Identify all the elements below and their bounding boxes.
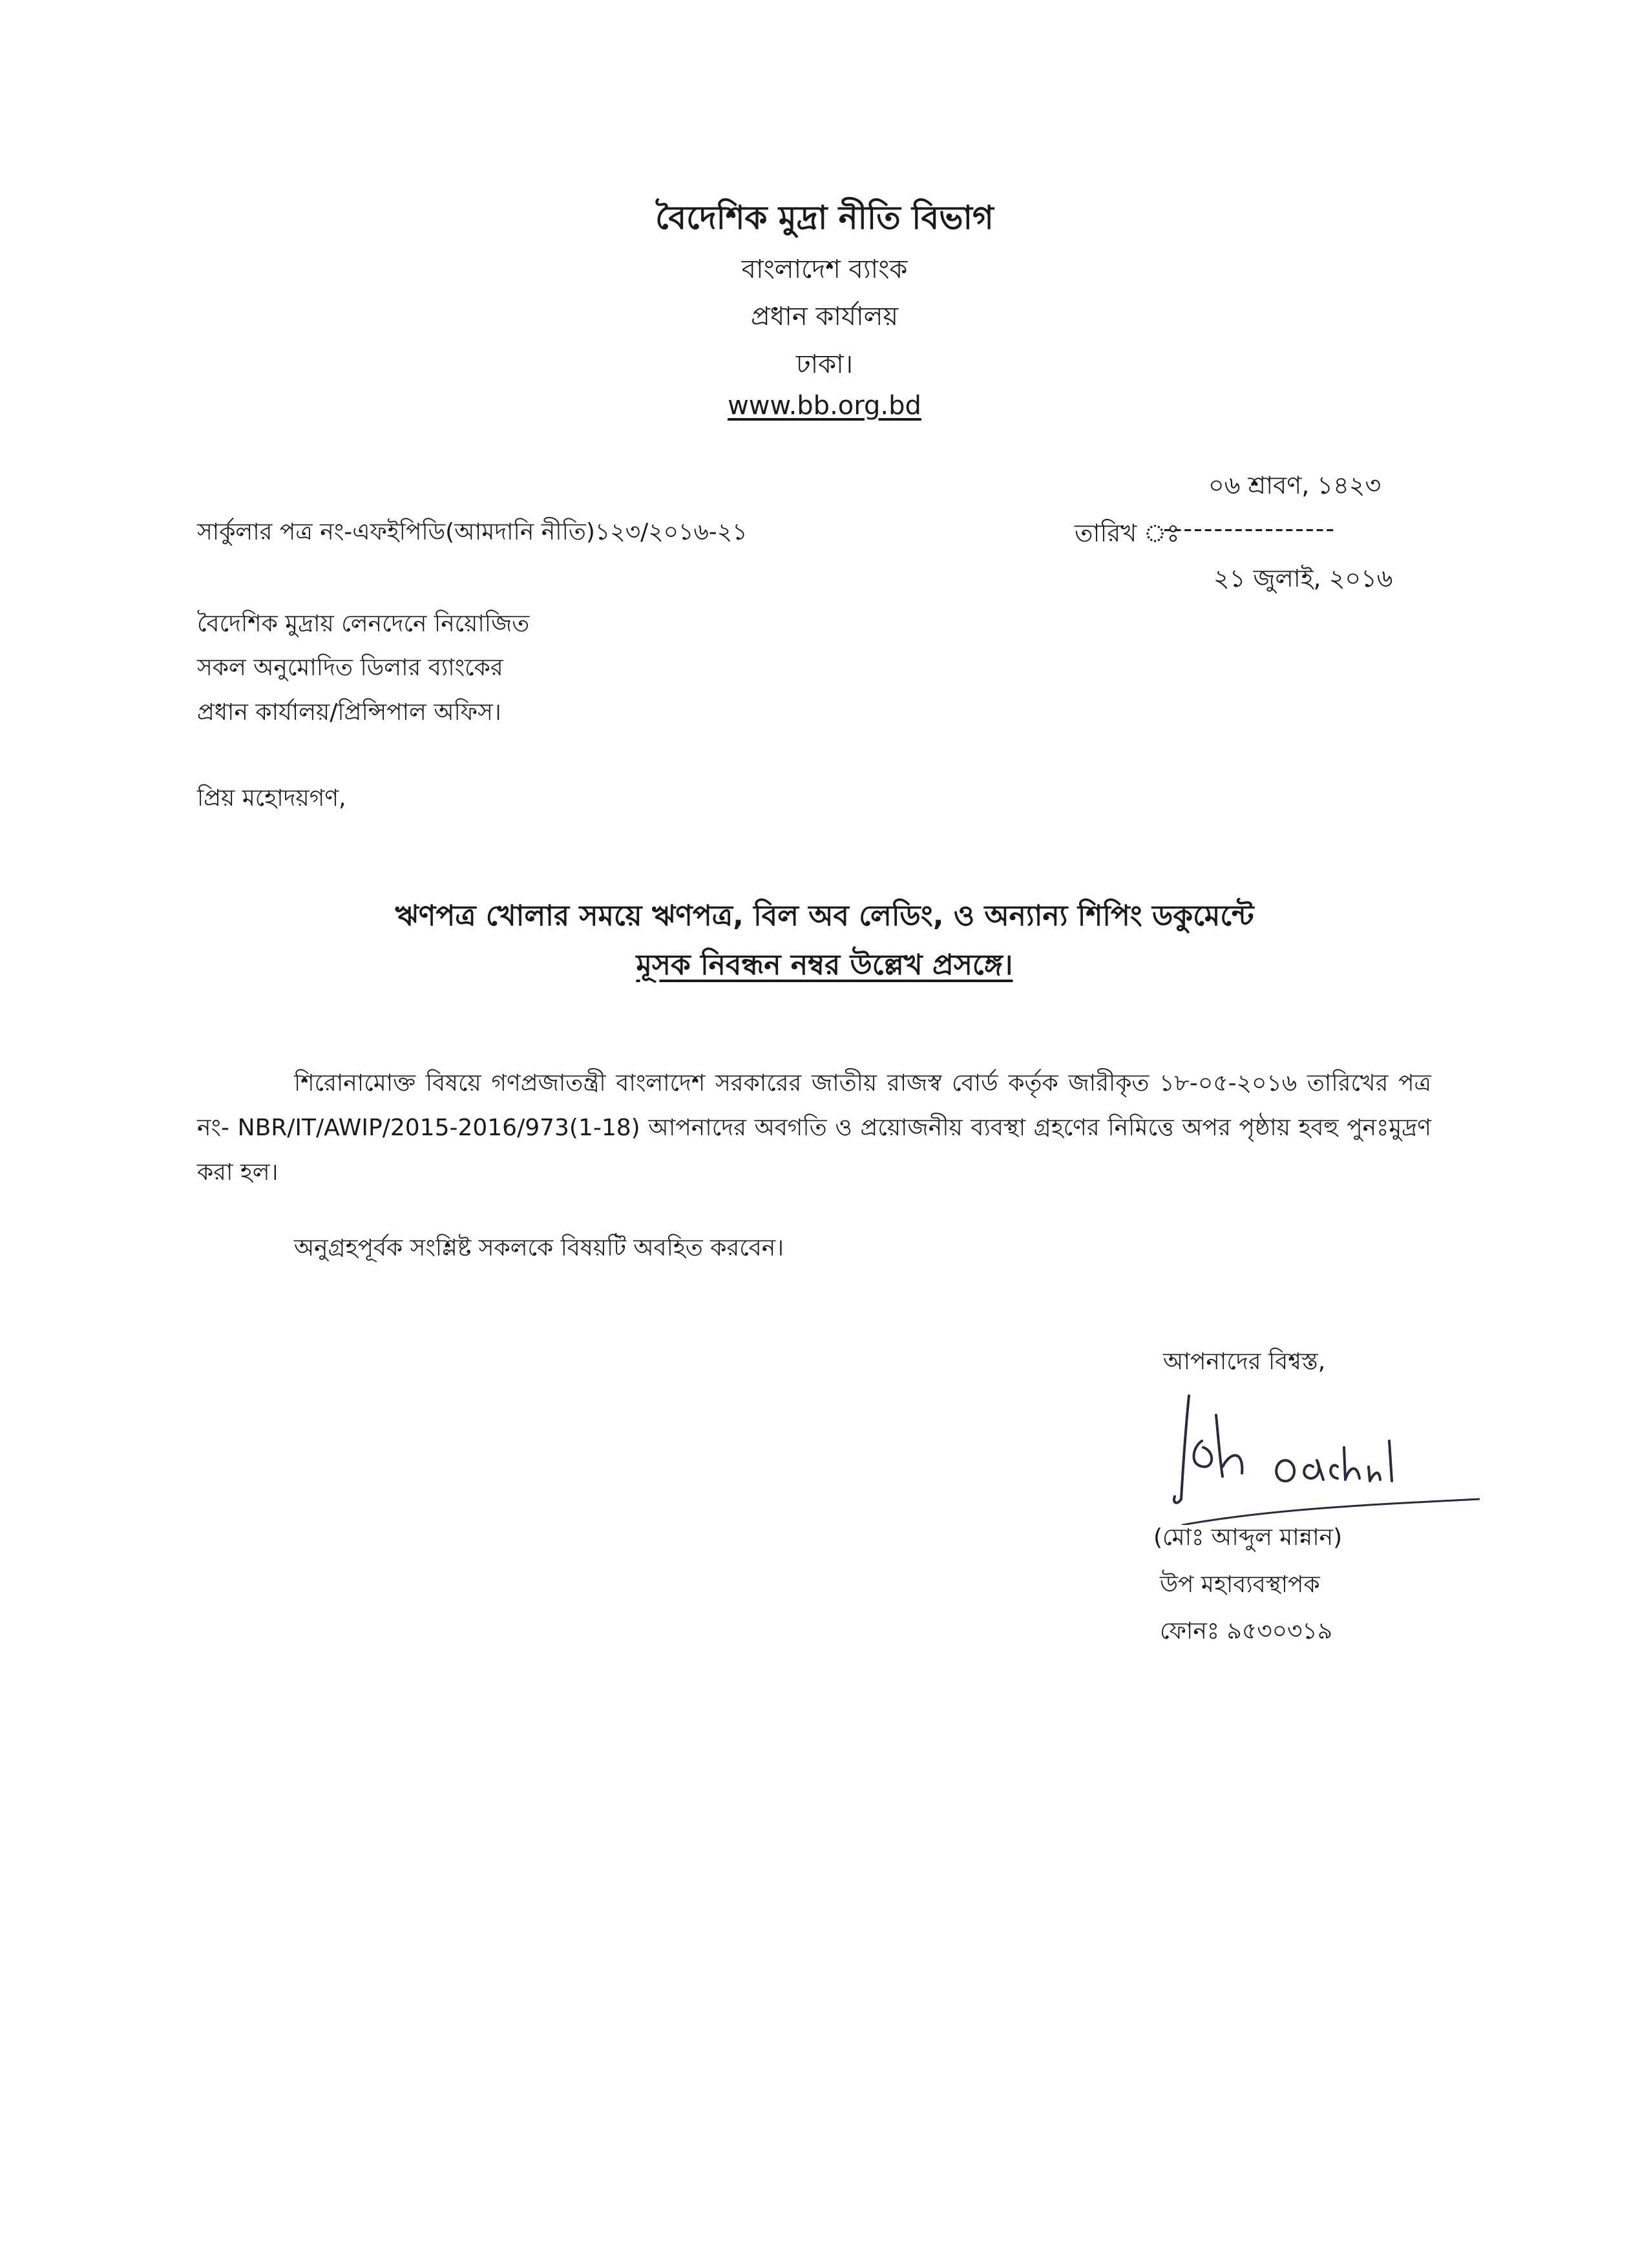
department-heading: বৈদেশিক মুদ্রা নীতি বিভাগ bbox=[655, 199, 994, 236]
signatory-name: (মোঃ আব্দুল মান্নান) bbox=[1153, 1524, 1343, 1551]
date-separator: ----------------- bbox=[1163, 514, 1336, 543]
bank-name: বাংলাদেশ ব্যাংক bbox=[741, 255, 908, 284]
date-gregorian: ২১ জুলাই, ২০১৬ bbox=[1213, 564, 1393, 593]
recipient-line-2: সকল অনুমোদিত ডিলার ব্যাংকের bbox=[197, 655, 503, 681]
subject-line-2: মূসক নিবন্ধন নম্বর উল্লেখ প্রসঙ্গে। bbox=[636, 949, 1013, 982]
valediction: আপনাদের বিশ্বস্ত, bbox=[1163, 1349, 1326, 1375]
website-link[interactable]: www.bb.org.bd bbox=[728, 391, 921, 421]
city: ঢাকা। bbox=[795, 350, 854, 379]
signatory-phone: ফোনঃ ৯৫৩০৩১৯ bbox=[1160, 1618, 1333, 1644]
handwritten-signature bbox=[1144, 1370, 1480, 1525]
recipient-line-3: প্রধান কার্যালয়/প্রিন্সিপাল অফিস। bbox=[197, 699, 501, 726]
date-label: তারিখ ঃ bbox=[1075, 519, 1180, 547]
signatory-designation: উপ মহাব্যবস্থাপক bbox=[1160, 1571, 1320, 1598]
body-paragraph-1: শিরোনামোক্ত বিষয়ে গণপ্রজাতন্ত্রী বাংলাদেশ সরকারের জাতীয় রাজস্ব বোর্ড কর্তৃক জারীকৃত ১৮-০৫-২০১৬ তারিখের পত্র নং- NBR/IT/AWIP/2015-2016/973(1-18) আপনাদের অবগতি ও প্রয়োজনীয় ব্যবস্থা গ্রহণের নিমিত্তে অপর পৃষ্ঠায় হবহু পুনঃমুদ্রণ করা হল। bbox=[197, 1070, 1431, 1186]
salutation: প্রিয় মহোদয়গণ, bbox=[197, 785, 346, 812]
subject-line-1: ঋণপত্র খোলার সময়ে ঋণপত্র, বিল অব লেডিং, ও অন্যান্য শিপিং ডকুমেন্টে bbox=[395, 899, 1254, 932]
body-paragraph-2: অনুগ্রহপূর্বক সংশ্লিষ্ট সকলকে বিষয়টি অবহিত করবেন। bbox=[294, 1235, 784, 1261]
date-bangla: ০৬ শ্রাবণ, ১৪২৩ bbox=[1208, 471, 1381, 499]
circular-number: সার্কুলার পত্র নং-এফইপিডি(আমদানি নীতি)১২৩/২০১৬-২১ bbox=[197, 519, 748, 545]
head-office: প্রধান কার্যালয় bbox=[750, 302, 899, 331]
recipient-line-1: বৈদেশিক মুদ্রায় লেনদেনে নিয়োজিত bbox=[197, 611, 530, 637]
